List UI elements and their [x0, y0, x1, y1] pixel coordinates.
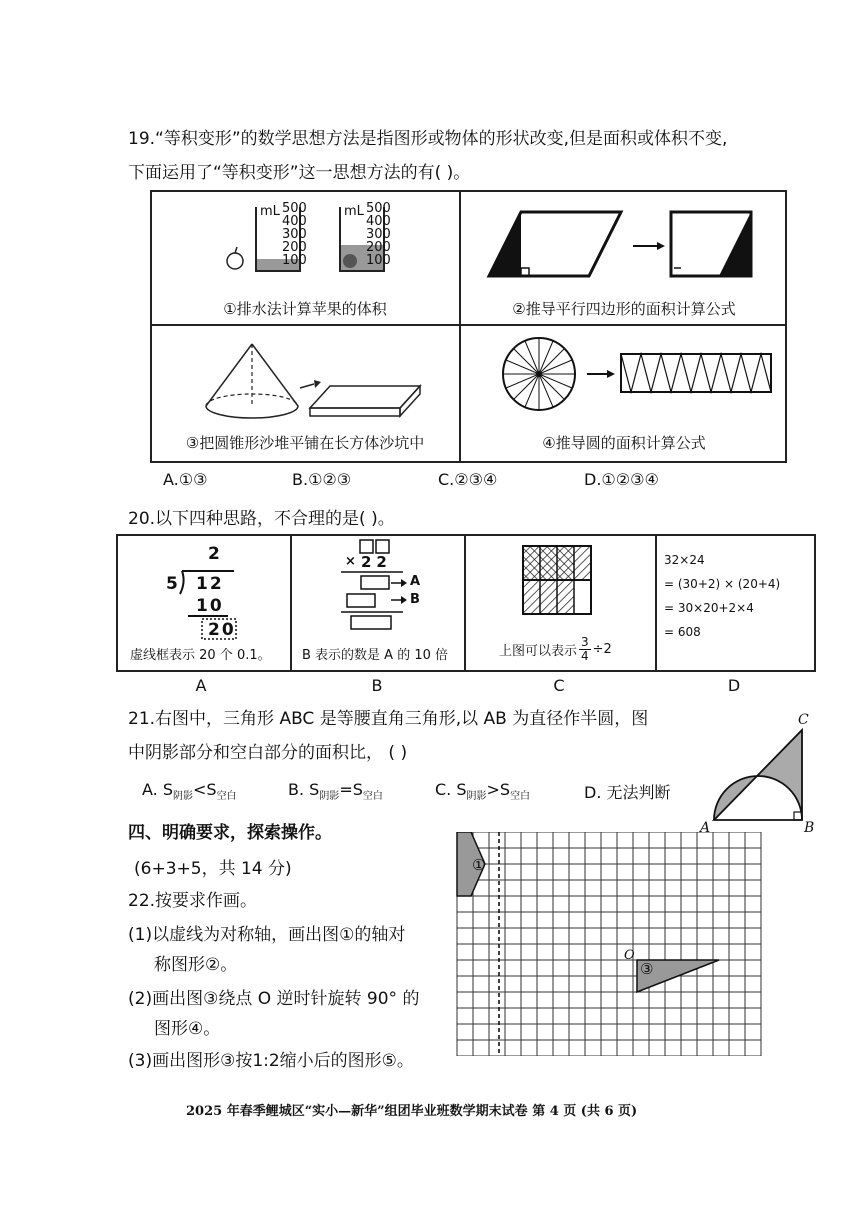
beaker-ticks-right: 500 400 300 200 100 — [366, 201, 391, 268]
q20-option-c[interactable]: C — [553, 676, 565, 695]
mult-multiplier: 22 — [361, 553, 392, 571]
q22-item1-line2: 称图形②。 — [154, 955, 238, 975]
fraction-grid-figure — [466, 534, 656, 634]
q19-line2: 下面运用了“等积变形”这一思想方法的有( )。 — [128, 163, 471, 183]
mult-label-b: B — [410, 592, 420, 607]
q19-cell3-caption: ③把圆锥形沙堆平铺在长方体沙坑中 — [185, 434, 425, 452]
q20-a-caption: 虚线框表示 20 个 0.1。 — [130, 648, 271, 663]
fraction-numerator: 3 — [581, 635, 589, 649]
point-a-label: A — [700, 820, 711, 836]
division-divisor: 5 — [166, 574, 178, 594]
q19-cell1-caption: ①排水法计算苹果的体积 — [223, 300, 387, 318]
circle-figure — [461, 330, 787, 440]
q21-option-d[interactable]: D. 无法判断 — [584, 783, 671, 802]
q20-b-caption: B 表示的数是 A 的 10 倍 — [302, 648, 449, 663]
figure-1-label: ① — [472, 856, 486, 874]
q20-option-b[interactable]: B — [371, 676, 383, 695]
calc-line-4: = 608 — [664, 625, 701, 639]
division-product: 10 — [196, 596, 224, 616]
division-dividend: 12 — [196, 574, 224, 594]
q19-cell2-caption: ②推导平行四边形的面积计算公式 — [512, 300, 736, 318]
q19-option-d[interactable]: D.①②③④ — [584, 470, 659, 489]
q21-line2: 中阴影部分和空白部分的面积比， ( ) — [128, 743, 408, 763]
division-remainder: 20 — [208, 620, 236, 640]
mult-label-a: A — [410, 574, 421, 589]
q19-line1: 19.“等积变形”的数学思想方法是指图形或物体的形状改变,但是面积或体积不变, — [128, 129, 728, 149]
q21-option-a[interactable]: A. $S_{阴影}<S_{空白}$ — [142, 780, 237, 803]
point-c-label: C — [798, 712, 809, 728]
point-o-label: O — [624, 948, 635, 963]
q20-option-d[interactable]: D — [727, 676, 741, 695]
q21-option-b[interactable]: B. $S_{阴影}=S_{空白}$ — [288, 780, 383, 803]
q21-line1: 21.右图中，三角形 ABC 是等腰直角三角形,以 AB 为直径作半圆，图 — [128, 709, 649, 729]
q22-item2-line2: 图形④。 — [154, 1019, 221, 1039]
fraction-denominator: 4 — [581, 649, 589, 663]
section4-score: (6+3+5，共 14 分) — [134, 859, 292, 879]
triangle-semicircle-figure — [700, 708, 830, 838]
q20-table — [116, 534, 816, 672]
q21-option-c[interactable]: C. $S_{阴影}>S_{空白}$ — [435, 780, 531, 803]
page-footer: 2025 年春季鲤城区“实小—新华”组团毕业班数学期末试卷 第 4 页 (共 6 页) — [186, 1104, 638, 1119]
apple-icon — [227, 247, 243, 269]
q19-cell4-caption: ④推导圆的面积计算公式 — [542, 434, 706, 452]
figure-3-label: ③ — [640, 960, 654, 978]
point-b-label: B — [804, 820, 815, 836]
q20-c-caption: 上图可以表示 $\frac{3}{4}$ ÷2 — [499, 635, 612, 663]
calc-line-3: = 30×20+2×4 — [664, 601, 754, 615]
division-quotient: 2 — [208, 544, 220, 564]
beaker-unit-left: mL — [260, 204, 280, 219]
q22-item3: (3)画出图形③按1:2缩小后的图形⑤。 — [128, 1051, 414, 1071]
drawing-grid — [455, 832, 765, 1056]
section4-title: 四、明确要求，探索操作。 — [128, 823, 332, 843]
cone-figure — [150, 330, 460, 440]
q19-option-a[interactable]: A.①③ — [163, 470, 208, 489]
q22-item2-line1: (2)画出图③绕点 O 逆时针旋转 90° 的 — [128, 989, 420, 1009]
q22-title: 22.按要求作画。 — [128, 891, 258, 911]
q20-option-a[interactable]: A — [195, 676, 207, 695]
q19-table — [150, 190, 787, 463]
q20-title: 20.以下四种思路，不合理的是( )。 — [128, 509, 395, 529]
q19-option-c[interactable]: C.②③④ — [438, 470, 498, 489]
calc-line-1: 32×24 — [664, 553, 705, 567]
calc-line-2: = (30+2) × (20+4) — [664, 577, 781, 591]
q19-option-b[interactable]: B.①②③ — [292, 470, 352, 489]
q20-d-calculation — [664, 548, 780, 644]
beaker-unit-right: mL — [344, 204, 364, 219]
beaker-ticks-left: 500 400 300 200 100 — [282, 201, 307, 268]
parallelogram-figure — [461, 202, 787, 302]
mult-times-sign: × — [345, 554, 356, 569]
q22-item1-line1: (1)以虚线为对称轴，画出图①的轴对 — [128, 925, 406, 945]
multiplication-figure — [291, 534, 466, 644]
